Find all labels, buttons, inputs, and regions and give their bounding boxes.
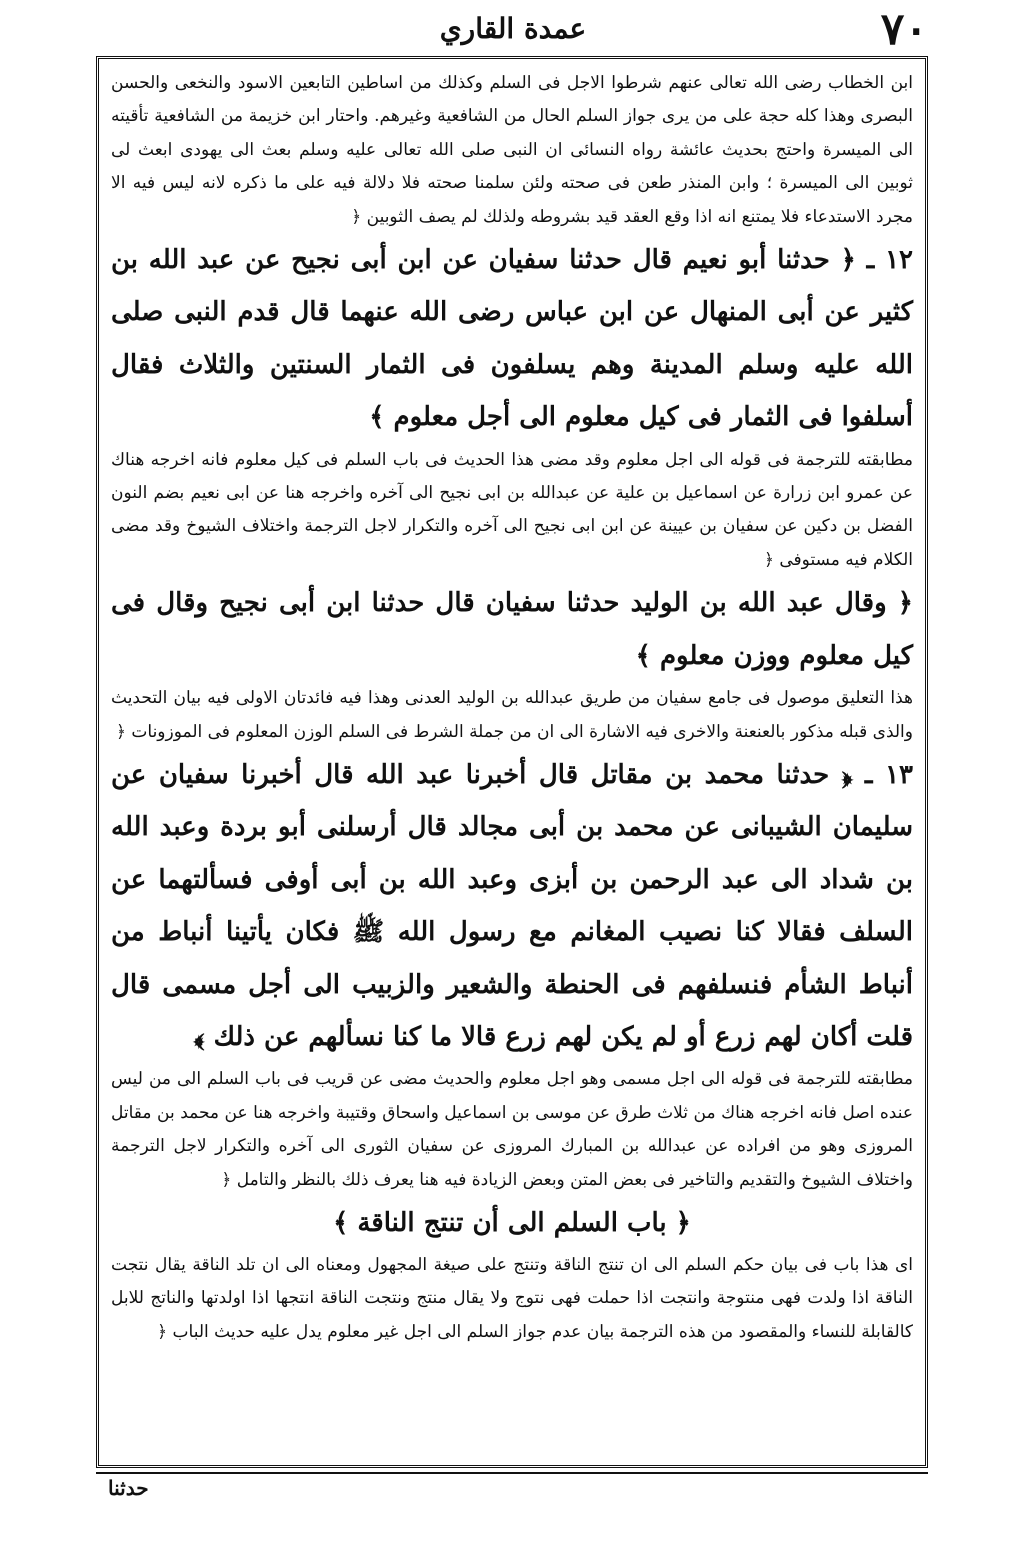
commentary-paragraph: اى هذا باب فى بيان حكم السلم الى ان تنتج الناقة وتنتج على صيغة المجهول ومعناه الى ان تلد الناقة يقال نتجت الناقة اذا ولدت فهى منتوجة وانتجت اذا حملت فهى نتوج ولا يقال منتج ونتجت الناقة انتجها اذا اولدتها والناتج للابل كالقابلة للنساء والمقصود من هذه الترجمة بيان عدم جواز السلم الى اجل غير معلوم يدل عليه حديث الباب ﴿ <box>111 1254 913 1342</box>
text-frame <box>96 56 928 1468</box>
commentary-paragraph: ابن الخطاب رضى الله تعالى عنهم شرطوا الاجل فى السلم وكذلك من اساطين التابعين الاسود والنخعى والحسن البصرى وهذا كله حجة على من يرى جواز السلم الحال من الشافعية وغيرهم. واحتار ابن خزيمة من الشافعية تأقيته الى الميسرة واحتج بحديث عائشة رواه النسائى ان النبى صلى الله تعالى عليه وسلم بعث الى يهودى ابعث لى ثوبين الى الميسرة ؛ وابن المنذر طعن فى صحته ولئن سلمنا صحته فلا دلالة فيه على ما ذكره لانه ليس فيه الا مجرد الاستدعاء فلا يمتنع انه اذا وقع العقد قيد بشروطه ولذلك لم يصف الثوبين ﴿ <box>111 73 913 227</box>
commentary-paragraph: مطابقته للترجمة فى قوله الى اجل معلوم وقد مضى هذا الحديث فى باب السلم فى كيل معلوم فانه اخرجه هناك عن عمرو ابن زرارة عن اسماعيل بن علية عن عبدالله بن ابى نجيح الى آخره واخرجه هنا عن ابى نعيم بضم النون الفضل بن دكين عن سفيان بن عيينة عن ابن ابى نجيح الى آخره والتكرار لاجل الترجمة واختلاف الشيوخ وقد مضى الكلام فيه مستوفى ﴿ <box>111 449 914 570</box>
hadith-taliq: ﴿ وقال عبد الله بن الوليد حدثنا سفيان قال حدثنا ابن أبى نجيح وقال فى كيل معلوم ووزن معلوم ﴾ <box>111 588 913 671</box>
bottom-rule <box>96 1472 928 1474</box>
commentary-paragraph: هذا التعليق موصول فى جامع سفيان من طريق عبدالله بن الوليد العدنى وهذا فيه فائدتان الاولى فيه بيان التحديث والذى قبله مذكور بالعنعنة والاخرى فيه الاشارة الى ان من جملة الشرط فى السلم الوزن المعلوم فى الموزونات ﴿ <box>111 688 913 742</box>
page-header <box>94 4 932 56</box>
commentary-paragraph: مطابقته للترجمة فى قوله الى اجل مسمى وهو اجل معلوم والحديث مضى عن قريب فى باب السلم الى من ليس عنده اصل فانه اخرجه هناك من ثلاث طرق عن موسى بن اسماعيل واسحاق وقتيبة واخرجه هنا عن محمد بن مقاتل المروزى وهو من افراده عن عبدالله بن المبارك المروزى عن سفيان الثورى الى آخره والتكرار لاجل الترجمة واختلاف الشيوخ والتقديم والتاخير فى بعض المتن وبعض الزيادة فيه هنا يعرف ذلك بالنظر والتامل ﴿ <box>111 1069 913 1190</box>
page-number: ٧٠ <box>880 4 928 55</box>
running-title: عمدة القاري <box>439 12 587 45</box>
hadith-13: ١٣ ـ ﴿ حدثنا محمد بن مقاتل قال أخبرنا عبد الله قال أخبرنا سفيان عن سليمان الشيبانى عن محمد بن أبى مجالد قال أرسلنى أبو بردة وعبد الله بن شداد الى عبد الرحمن بن أبزى وعبد الله بن أبى أوفى فسألتهما عن السلف فقالا كنا نصيب المغانم مع رسول الله ﷺ فكان يأتينا أنباط من أنباط الشأم فنسلفهم فى الحنطة والشعير والزبيب الى أجل مسمى قال قلت أكان لهم زرع أو لم يكن لهم زرع قالا ما كنا نسألهم عن ذلك ﴾ <box>111 759 913 1052</box>
chapter-heading: ﴿ باب السلم الى أن تنتج الناقة ﴾ <box>333 1207 691 1238</box>
catchword: حدثنا <box>108 1476 149 1500</box>
hadith-12: ١٢ ـ ﴿ حدثنا أبو نعيم قال حدثنا سفيان عن ابن أبى نجيح عن عبد الله بن كثير عن أبى المنهال عن ابن عباس رضى الله عنهما قال قدم النبى صلى الله عليه وسلم المدينة وهم يسلفون فى الثمار السنتين والثلاث فقال أسلفوا فى الثمار فى كيل معلوم الى أجل معلوم ﴾ <box>111 245 913 433</box>
